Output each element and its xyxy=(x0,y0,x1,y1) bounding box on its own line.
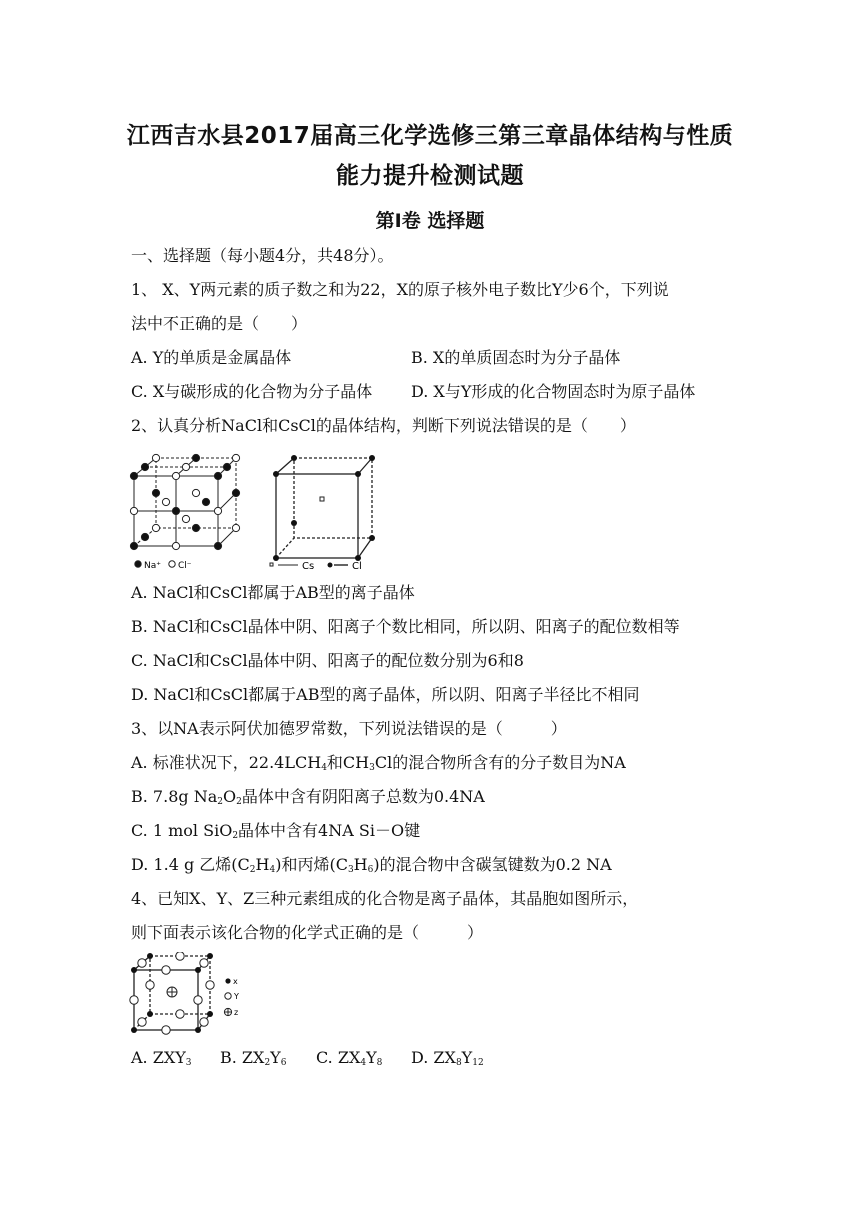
q2-option-c: C. NaCl和CsCl晶体中阴、阳离子的配位数分别为6和8 xyxy=(131,651,524,670)
legend-z: z xyxy=(234,1008,239,1017)
q1-stem-line1: 1、 X、Y两元素的质子数之和为22，X的原子核外电子数比Y少6个，下列说 xyxy=(131,280,669,299)
q2-option-a: A. NaCl和CsCl都属于AB型的离子晶体 xyxy=(131,583,415,602)
q3-option-d: D. 1.4 g 乙烯$(C_2H_4)$和丙烯$(C_3H_6)$的混合物中含碳氢键数为0.2 NA xyxy=(131,855,612,875)
q3-option-b: B. 7.8g $Na_2O_2$晶体中含有阴阳离子总数为0.4NA xyxy=(131,787,485,807)
cscl-crystal-figure xyxy=(268,452,383,572)
document-title-line1: 江西吉水县2017届高三化学选修三第三章晶体结构与性质 xyxy=(126,123,734,149)
q1-option-a: A. Y的单质是金属晶体 xyxy=(131,348,292,367)
section-heading: 第Ⅰ卷 选择题 xyxy=(375,210,485,232)
legend-x: x xyxy=(233,977,238,986)
nacl-legend-na: Na⁺ xyxy=(144,561,161,571)
part-heading: 一、选择题（每小题4分，共48分）。 xyxy=(131,246,394,265)
q4-option-a: A. $ZXY_3$ xyxy=(131,1048,192,1068)
q4-option-b: B. $ZX_2Y_6$ xyxy=(220,1048,287,1068)
q1-stem-line2: 法中不正确的是（ ） xyxy=(131,314,308,333)
q1-option-c: C. X与碳形成的化合物为分子晶体 xyxy=(131,382,373,401)
q3-option-c: C. 1 mol SiO$_2$晶体中含有4NA Si－O键 xyxy=(131,821,421,841)
q2-stem: 2、认真分析NaCl和CsCl的晶体结构，判断下列说法错误的是（ ） xyxy=(131,416,636,435)
xyz-unit-cell-figure xyxy=(128,952,258,1036)
q2-option-d: D. NaCl和CsCl都属于AB型的离子晶体，所以阴、阳离子半径比不相同 xyxy=(131,685,640,704)
q4-stem-line2: 则下面表示该化合物的化学式正确的是（ ） xyxy=(131,923,484,942)
q4-option-c: C. $ZX_4Y_8$ xyxy=(316,1048,383,1068)
q2-option-b: B. NaCl和CsCl晶体中阴、阳离子个数比相同，所以阴、阳离子的配位数相等 xyxy=(131,617,680,636)
document-title-line2: 能力提升检测试题 xyxy=(336,163,524,189)
q1-option-d: D. X与Y形成的化合物固态时为原子晶体 xyxy=(411,382,696,401)
nacl-legend-cl: Cl⁻ xyxy=(178,561,192,571)
legend-y: Y xyxy=(234,992,239,1001)
q1-option-b: B. X的单质固态时为分子晶体 xyxy=(411,348,621,367)
q4-option-d: D. $ZX_8Y_{12}$ xyxy=(411,1048,484,1068)
cscl-legend-cl: Cl xyxy=(352,561,362,572)
nacl-crystal-figure xyxy=(128,452,243,572)
q3-stem: 3、以NA表示阿伏加德罗常数，下列说法错误的是（ ） xyxy=(131,719,567,738)
q4-stem-line1: 4、已知X、Y、Z三种元素组成的化合物是离子晶体，其晶胞如图所示， xyxy=(131,889,639,908)
q3-option-a: A. 标准状况下，$22.4LCH_4$和$CH_3Cl$的混合物所含有的分子数目为NA xyxy=(131,753,626,773)
cscl-legend-cs: Cs xyxy=(302,561,315,572)
